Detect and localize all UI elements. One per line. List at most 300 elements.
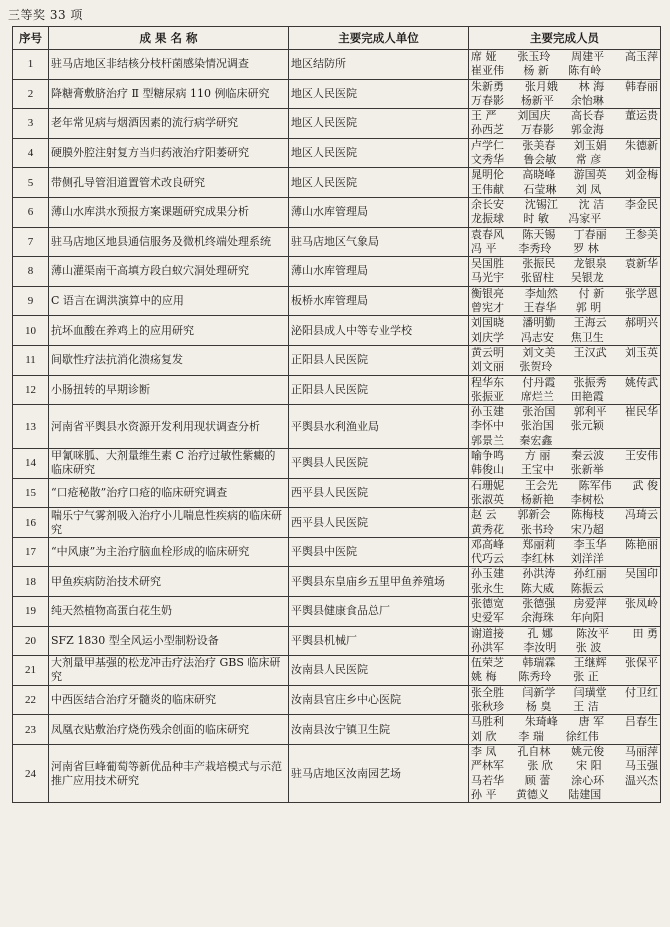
people-line bbox=[471, 788, 658, 802]
table-row bbox=[13, 596, 661, 626]
people-line bbox=[471, 686, 658, 700]
person-name: 张月娥 bbox=[524, 79, 558, 93]
people-spacer bbox=[621, 700, 658, 714]
person-name: 韩俊山 bbox=[471, 463, 504, 477]
achievement-name: 抗坏血酸在养鸡上的应用研究 bbox=[49, 316, 289, 346]
completing-unit: 正阳县人民医院 bbox=[289, 375, 469, 405]
person-name: 韩瑞霖 bbox=[522, 656, 556, 670]
person-name: 杨新艳 bbox=[520, 492, 554, 506]
table-row bbox=[13, 626, 661, 656]
table-row bbox=[13, 197, 661, 227]
person-name: 崔亚伟 bbox=[471, 64, 504, 78]
row-number: 16 bbox=[13, 508, 49, 538]
row-number: 5 bbox=[13, 168, 49, 198]
row-number: 14 bbox=[13, 449, 49, 479]
completing-unit: 西平县人民医院 bbox=[289, 508, 469, 538]
achievement-name: 薄山水库洪水预报方案课题研究成果分析 bbox=[49, 197, 289, 227]
completing-people bbox=[469, 79, 661, 109]
person-name: 张书玲 bbox=[520, 522, 554, 536]
person-name: 付卫红 bbox=[624, 685, 658, 699]
people-line bbox=[471, 376, 658, 390]
completing-people bbox=[469, 345, 661, 375]
row-number: 19 bbox=[13, 596, 49, 626]
row-number: 15 bbox=[13, 478, 49, 508]
people-spacer bbox=[621, 463, 658, 477]
person-name: 刘文美 bbox=[522, 345, 556, 359]
person-name: 代巧云 bbox=[471, 552, 504, 566]
person-name: 余海珠 bbox=[520, 611, 554, 625]
completing-people bbox=[469, 138, 661, 168]
people-spacer bbox=[621, 212, 658, 226]
person-name: 张德强 bbox=[522, 596, 556, 610]
people-spacer bbox=[621, 153, 658, 167]
people-line bbox=[471, 567, 658, 581]
person-name: 孙玉建 bbox=[471, 567, 504, 581]
person-name: 郭 明 bbox=[575, 301, 602, 315]
achievement-name: 河南省巨峰葡萄等新优品种丰产栽培模式与示范推广应用技术研究 bbox=[49, 744, 289, 802]
people-spacer bbox=[621, 641, 658, 655]
person-name: 万春影 bbox=[471, 93, 504, 107]
person-name: 周建平 bbox=[571, 50, 605, 63]
person-name: 席 娅 bbox=[471, 50, 497, 63]
people-line bbox=[471, 50, 658, 64]
header-unit: 主要完成人单位 bbox=[289, 27, 469, 50]
people-line bbox=[471, 153, 658, 167]
person-name: 谢道接 bbox=[471, 626, 504, 640]
completing-unit: 地区人民医院 bbox=[289, 138, 469, 168]
person-name: 丁春丽 bbox=[573, 227, 607, 241]
person-name: 马胜利 bbox=[471, 715, 504, 729]
table-row bbox=[13, 345, 661, 375]
person-name: 冯家平 bbox=[568, 212, 602, 226]
person-name: 李怀中 bbox=[471, 419, 504, 433]
people-spacer bbox=[621, 94, 658, 108]
people-line bbox=[471, 508, 658, 522]
people-line bbox=[471, 419, 658, 433]
person-name: 杨 臭 bbox=[525, 700, 552, 714]
table-row bbox=[13, 138, 661, 168]
table-row bbox=[13, 50, 661, 80]
person-name: 王继辉 bbox=[573, 656, 607, 670]
table-row bbox=[13, 375, 661, 405]
people-spacer bbox=[621, 301, 658, 315]
person-name: 冯琦云 bbox=[624, 508, 658, 522]
person-name: 徐红伟 bbox=[565, 729, 599, 743]
people-spacer bbox=[621, 123, 658, 137]
person-name: 张留柱 bbox=[520, 271, 554, 285]
person-name: 李 瑞 bbox=[518, 729, 544, 743]
person-name: 王参美 bbox=[624, 227, 658, 241]
person-name: 董运贵 bbox=[624, 109, 658, 123]
person-name: 常 彦 bbox=[575, 153, 602, 167]
row-number: 2 bbox=[13, 79, 49, 109]
person-name: 张元颖 bbox=[570, 419, 604, 433]
people-line bbox=[471, 257, 658, 271]
person-name: 高玉萍 bbox=[624, 50, 658, 63]
people-spacer bbox=[621, 183, 658, 197]
person-name: 张新举 bbox=[570, 463, 604, 477]
people-line bbox=[471, 183, 658, 197]
table-row bbox=[13, 286, 661, 316]
people-line bbox=[471, 538, 658, 552]
person-name: 杨新平 bbox=[520, 93, 554, 107]
people-line bbox=[471, 774, 658, 788]
achievement-name: 甲鱼疾病防治技术研究 bbox=[49, 567, 289, 597]
person-name: 刘金梅 bbox=[624, 168, 658, 182]
people-line bbox=[471, 582, 658, 596]
person-name: 张振亚 bbox=[471, 389, 504, 403]
people-line bbox=[471, 405, 658, 419]
table-row bbox=[13, 685, 661, 715]
row-number: 1 bbox=[13, 50, 49, 80]
people-line bbox=[471, 463, 658, 477]
people-spacer bbox=[568, 360, 605, 374]
person-name: 张凤岭 bbox=[624, 596, 658, 610]
person-name: 王宝中 bbox=[520, 463, 554, 477]
completing-unit: 平舆县中医院 bbox=[289, 537, 469, 567]
table-header-row bbox=[13, 27, 661, 50]
people-line bbox=[471, 479, 658, 493]
person-name: 袁新华 bbox=[624, 257, 658, 271]
completing-unit: 汝南县汝宁镇卫生院 bbox=[289, 715, 469, 745]
achievement-name: 凤凰衣贴敷治疗烧伤残余创面的临床研究 bbox=[49, 715, 289, 745]
row-number: 3 bbox=[13, 109, 49, 139]
achievement-name: 带侧孔导管泪道置管术改良研究 bbox=[49, 168, 289, 198]
achievement-name: 降糖膏敷脐治疗 Ⅱ 型糖尿病 110 例临床研究 bbox=[49, 79, 289, 109]
row-number: 9 bbox=[13, 286, 49, 316]
completing-unit: 地区结防所 bbox=[289, 50, 469, 80]
person-name: 朱琦峰 bbox=[524, 715, 558, 729]
person-name: 沈锡江 bbox=[524, 197, 558, 211]
person-name: 唐 军 bbox=[578, 715, 605, 729]
person-name: 武 俊 bbox=[632, 478, 658, 492]
people-line bbox=[471, 390, 658, 404]
people-line bbox=[471, 552, 658, 566]
person-name: 曾宪才 bbox=[471, 301, 504, 315]
header-people: 主要完成人员 bbox=[469, 27, 661, 50]
row-number: 13 bbox=[13, 405, 49, 449]
person-name: 刘 欣 bbox=[471, 729, 497, 743]
person-name: 晁明伦 bbox=[471, 168, 504, 182]
person-name: 马若华 bbox=[471, 773, 504, 787]
person-name: 陈秀玲 bbox=[518, 670, 552, 684]
table-row bbox=[13, 744, 661, 802]
people-spacer bbox=[621, 390, 658, 404]
row-number: 24 bbox=[13, 744, 49, 802]
table-row bbox=[13, 79, 661, 109]
person-name: 李红林 bbox=[520, 552, 554, 566]
person-name: 龙振球 bbox=[471, 212, 504, 226]
person-name: 李金民 bbox=[624, 197, 658, 211]
person-name: 张治国 bbox=[520, 419, 554, 433]
people-line bbox=[471, 331, 658, 345]
person-name: 张全胜 bbox=[471, 685, 504, 699]
row-number: 20 bbox=[13, 626, 49, 656]
table-row bbox=[13, 478, 661, 508]
completing-unit: 地区人民医院 bbox=[289, 79, 469, 109]
person-name: 吴国印 bbox=[624, 567, 658, 581]
achievement-name: 老年常见病与烟酒因素的流行病学研究 bbox=[49, 109, 289, 139]
completing-unit: 平舆县机械厂 bbox=[289, 626, 469, 656]
person-name: 衡银亮 bbox=[471, 286, 504, 300]
person-name: 刘洋洋 bbox=[570, 552, 604, 566]
completing-unit: 驻马店地区汝南园艺场 bbox=[289, 744, 469, 802]
people-line bbox=[471, 242, 658, 256]
people-spacer bbox=[621, 493, 658, 507]
person-name: 王汉武 bbox=[573, 345, 607, 359]
person-name: 李灿然 bbox=[524, 286, 558, 300]
person-name: 顾 蕾 bbox=[524, 773, 551, 787]
completing-unit: 正阳县人民医院 bbox=[289, 345, 469, 375]
person-name: 郑丽莉 bbox=[522, 537, 556, 551]
person-name: 刘国晓 bbox=[471, 316, 504, 330]
person-name: 郝明兴 bbox=[624, 316, 658, 330]
achievement-name: 薄山灌渠南干高填方段白蚁穴洞处理研究 bbox=[49, 257, 289, 287]
people-spacer bbox=[621, 64, 658, 78]
table-row bbox=[13, 508, 661, 538]
person-name: 郭利平 bbox=[573, 405, 607, 419]
people-line bbox=[471, 123, 658, 137]
people-line bbox=[471, 611, 658, 625]
person-name: 张德宽 bbox=[471, 596, 504, 610]
table-row bbox=[13, 257, 661, 287]
achievement-name: 小肠扭转的早期诊断 bbox=[49, 375, 289, 405]
person-name: 张 正 bbox=[573, 670, 599, 684]
person-name: 崔民华 bbox=[624, 405, 658, 419]
achievement-name: “中风康”为主治疗脑血栓形成的临床研究 bbox=[49, 537, 289, 567]
person-name: 张治国 bbox=[522, 405, 556, 419]
person-name: 罗 林 bbox=[573, 241, 599, 255]
table-row bbox=[13, 227, 661, 257]
people-spacer bbox=[621, 271, 658, 285]
person-name: 卢学仁 bbox=[471, 138, 504, 152]
person-name: 刘 凤 bbox=[575, 182, 602, 196]
person-name: 张永生 bbox=[471, 581, 504, 595]
people-line bbox=[471, 493, 658, 507]
row-number: 4 bbox=[13, 138, 49, 168]
people-line bbox=[471, 94, 658, 108]
row-number: 11 bbox=[13, 345, 49, 375]
completing-people bbox=[469, 685, 661, 715]
completing-unit: 汝南县官庄乡中心医院 bbox=[289, 685, 469, 715]
people-spacer bbox=[568, 434, 605, 448]
people-spacer bbox=[621, 331, 658, 345]
people-line bbox=[471, 449, 658, 463]
person-name: 龙银泉 bbox=[573, 257, 607, 271]
person-name: 房爱萍 bbox=[573, 596, 607, 610]
person-name: 席烂兰 bbox=[520, 389, 554, 403]
person-name: 袁春风 bbox=[471, 227, 504, 241]
completing-people bbox=[469, 508, 661, 538]
person-name: 韩春丽 bbox=[624, 79, 658, 93]
row-number: 18 bbox=[13, 567, 49, 597]
header-name: 成 果 名 称 bbox=[49, 27, 289, 50]
completing-unit: 平舆县东皇庙乡五里甲鱼养殖场 bbox=[289, 567, 469, 597]
person-name: 王伟献 bbox=[471, 182, 504, 196]
person-name: 高晓峰 bbox=[522, 168, 556, 182]
person-name: 马玉强 bbox=[624, 759, 658, 773]
completing-people bbox=[469, 168, 661, 198]
people-line bbox=[471, 656, 658, 670]
people-line bbox=[471, 316, 658, 330]
person-name: 姚 梅 bbox=[471, 670, 497, 684]
person-name: 万春影 bbox=[520, 123, 554, 137]
person-name: 张美春 bbox=[522, 138, 556, 152]
row-number: 10 bbox=[13, 316, 49, 346]
person-name: 李树松 bbox=[570, 492, 604, 506]
completing-unit: 泌阳县成人中等专业学校 bbox=[289, 316, 469, 346]
page-header: 三等奖 33 项 bbox=[8, 8, 83, 22]
person-name: 陈天锡 bbox=[522, 227, 556, 241]
people-line bbox=[471, 360, 658, 374]
person-name: 张淑英 bbox=[471, 492, 504, 506]
person-name: 鲁会敏 bbox=[523, 153, 557, 167]
people-line bbox=[471, 80, 658, 94]
person-name: 邓高峰 bbox=[471, 537, 504, 551]
completing-unit: 汝南县人民医院 bbox=[289, 656, 469, 686]
completing-people bbox=[469, 656, 661, 686]
completing-unit: 地区人民医院 bbox=[289, 168, 469, 198]
achievement-name: C 语言在调洪演算中的应用 bbox=[49, 286, 289, 316]
achievement-name: 驻马店地区地县通信服务及微机终端处理系统 bbox=[49, 227, 289, 257]
person-name: 张保平 bbox=[624, 656, 658, 670]
person-name: 秦宏鑫 bbox=[519, 433, 553, 447]
person-name: 余长安 bbox=[471, 197, 504, 211]
people-line bbox=[471, 745, 658, 759]
table-row bbox=[13, 537, 661, 567]
completing-people bbox=[469, 286, 661, 316]
person-name: 孙 平 bbox=[471, 787, 497, 801]
achievement-name: 驻马店地区非结核分枝杆菌感染情况调查 bbox=[49, 50, 289, 80]
achievement-name: “口疮秘散”治疗口疮的临床研究调查 bbox=[49, 478, 289, 508]
person-name: 马光宇 bbox=[471, 271, 504, 285]
person-name: 张贺玲 bbox=[519, 360, 553, 374]
person-name: 余怡琳 bbox=[570, 93, 604, 107]
person-name: 方 丽 bbox=[524, 449, 551, 463]
completing-people bbox=[469, 257, 661, 287]
person-name: 孙西芝 bbox=[471, 123, 504, 137]
table-row bbox=[13, 656, 661, 686]
achievement-name: 纯天然植物高蛋白花生奶 bbox=[49, 596, 289, 626]
person-name: 付丹霞 bbox=[522, 375, 556, 389]
completing-unit: 平舆县水利渔业局 bbox=[289, 405, 469, 449]
header-no: 序号 bbox=[13, 27, 49, 50]
person-name: 张玉玲 bbox=[517, 50, 551, 63]
person-name: 张 波 bbox=[575, 640, 602, 654]
people-line bbox=[471, 434, 658, 448]
row-number: 7 bbox=[13, 227, 49, 257]
person-name: 李秀玲 bbox=[518, 241, 552, 255]
completing-people bbox=[469, 109, 661, 139]
row-number: 8 bbox=[13, 257, 49, 287]
person-name: 程华东 bbox=[471, 375, 504, 389]
person-name: 孙玉建 bbox=[471, 405, 504, 419]
person-name: 林 海 bbox=[578, 79, 605, 93]
people-line bbox=[471, 109, 658, 123]
person-name: 孔自林 bbox=[517, 744, 551, 758]
person-name: 吴银龙 bbox=[570, 271, 604, 285]
completing-unit: 驻马店地区气象局 bbox=[289, 227, 469, 257]
person-name: 朱德新 bbox=[624, 138, 658, 152]
person-name: 刘庆学 bbox=[471, 330, 504, 344]
completing-people bbox=[469, 375, 661, 405]
completing-unit: 平舆县健康食品总厂 bbox=[289, 596, 469, 626]
completing-unit: 西平县人民医院 bbox=[289, 478, 469, 508]
row-number: 12 bbox=[13, 375, 49, 405]
person-name: 孙洪涛 bbox=[522, 567, 556, 581]
people-line bbox=[471, 228, 658, 242]
person-name: 冯志安 bbox=[520, 330, 554, 344]
table-body bbox=[13, 50, 661, 803]
people-spacer bbox=[621, 788, 658, 802]
people-line bbox=[471, 168, 658, 182]
row-number: 23 bbox=[13, 715, 49, 745]
person-name: 石莹琳 bbox=[523, 182, 557, 196]
person-name: 焦卫生 bbox=[570, 330, 604, 344]
table-row bbox=[13, 567, 661, 597]
table-row bbox=[13, 715, 661, 745]
completing-people bbox=[469, 50, 661, 80]
person-name: 时 敏 bbox=[523, 212, 549, 226]
completing-unit: 薄山水库管理局 bbox=[289, 197, 469, 227]
person-name: 王 洁 bbox=[573, 700, 599, 714]
person-name: 高长春 bbox=[571, 109, 605, 123]
people-line bbox=[471, 670, 658, 684]
person-name: 刘国庆 bbox=[517, 109, 551, 123]
person-name: 郭景兰 bbox=[471, 433, 504, 447]
person-name: 年向阳 bbox=[570, 611, 604, 625]
people-line bbox=[471, 715, 658, 729]
table-row bbox=[13, 316, 661, 346]
person-name: 黄秀花 bbox=[471, 522, 504, 536]
people-spacer bbox=[621, 419, 658, 433]
achievement-name: 中西医结合治疗牙髓炎的临床研究 bbox=[49, 685, 289, 715]
row-number: 22 bbox=[13, 685, 49, 715]
people-spacer bbox=[621, 670, 658, 684]
person-name: 陆建国 bbox=[568, 787, 602, 801]
completing-people bbox=[469, 626, 661, 656]
person-name: 田艳霞 bbox=[570, 389, 604, 403]
person-name: 刘玉娟 bbox=[573, 138, 607, 152]
person-name: 石珊妮 bbox=[471, 478, 504, 492]
person-name: 张 欣 bbox=[527, 759, 553, 773]
completing-people bbox=[469, 567, 661, 597]
person-name: 刘玉英 bbox=[624, 345, 658, 359]
person-name: 喻争鸣 bbox=[471, 449, 504, 463]
people-spacer bbox=[621, 434, 658, 448]
achievement-name: 甲氰咪胍、大剂量维生素 C 治疗过敏性紫癜的临床研究 bbox=[49, 449, 289, 479]
completing-unit: 地区人民医院 bbox=[289, 109, 469, 139]
people-line bbox=[471, 198, 658, 212]
person-name: 史爱军 bbox=[471, 611, 504, 625]
person-name: 宋 阳 bbox=[576, 759, 602, 773]
person-name: 孙洪军 bbox=[471, 640, 504, 654]
achievement-name: 河南省平舆县水资源开发利用现状调查分析 bbox=[49, 405, 289, 449]
person-name: 陈振云 bbox=[570, 581, 604, 595]
completing-people bbox=[469, 596, 661, 626]
people-line bbox=[471, 64, 658, 78]
achievement-name: 大剂量甲基强的松龙冲击疗法治疗 GBS 临床研究 bbox=[49, 656, 289, 686]
completing-people bbox=[469, 405, 661, 449]
people-line bbox=[471, 212, 658, 226]
person-name: 张振民 bbox=[522, 257, 556, 271]
person-name: 涂心环 bbox=[571, 773, 605, 787]
person-name: 温兴杰 bbox=[624, 773, 658, 787]
awards-table bbox=[12, 26, 661, 803]
person-name: 潘明勤 bbox=[522, 316, 556, 330]
person-name: 沈 洁 bbox=[578, 197, 605, 211]
person-name: 宋乃超 bbox=[570, 522, 604, 536]
